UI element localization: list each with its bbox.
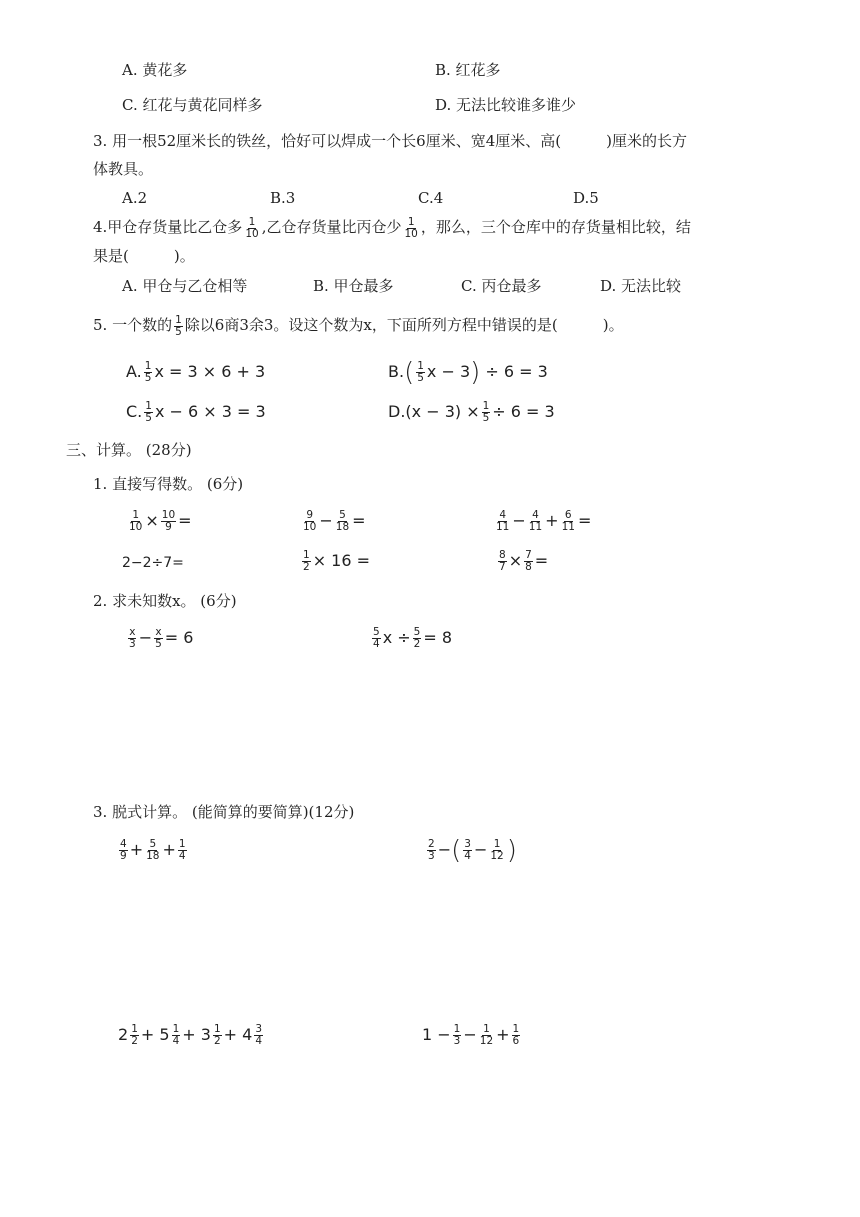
q2-option-b: B. 红花多 [435, 61, 501, 79]
mental-calc-4: 2−2÷7= [122, 555, 184, 571]
q4-stem-line2: 果是( )。 [93, 247, 195, 265]
q5-option-a: A. $\frac{1}{5}$ x = 3 × 6 + 3 [126, 360, 266, 384]
q2-option-d: D. 无法比较谁多谁少 [435, 96, 577, 114]
q5-fraction: $\frac{1}{5}$ [175, 313, 182, 338]
mental-calc-6: $\frac{8}{7}$ × $\frac{7}{8}$ = [499, 549, 549, 573]
mental-calc-3: $\frac{4}{11}$ − $\frac{4}{11}$ + $\frac{6}{11}$ = [496, 509, 592, 533]
q3-option-c: C.4 [418, 189, 444, 207]
mental-calc-1: $\frac{1}{10}$ × $\frac{10}{9}$ = [129, 509, 192, 533]
q4-option-a: A. 甲仓与乙仓相等 [122, 277, 248, 295]
q3-option-a: A.2 [122, 189, 148, 207]
section3-sub1-title: 1. 直接写得数。 (6分) [93, 475, 244, 493]
q3-option-b: B.3 [270, 189, 296, 207]
q3-stem-line1: 3. 用一根52厘米长的铁丝，恰好可以焊成一个长6厘米、宽4厘米、高( )厘米的长方 [93, 132, 687, 150]
q5-option-c: C. $\frac{1}{5}$ x − 6 × 3 = 3 [126, 400, 266, 424]
q4-fraction-1: $\frac{1}{10}$ [245, 215, 259, 240]
q4-stem-line1 [93, 215, 691, 240]
q4-option-d: D. 无法比较 [600, 277, 682, 295]
mental-calc-5: $\frac{1}{2}$ × 16 = [303, 549, 371, 573]
q2-option-a: A. 黄花多 [122, 61, 188, 79]
step-calc-2: $\frac{2}{3}$ −( $\frac{3}{4}$ − $\frac{1}{12}$ ) [428, 835, 517, 866]
q4-text-part3: ，那么，三个仓库中的存货量相比较，结 [420, 218, 691, 236]
section3-title: 三、计算。 (28分) [66, 441, 192, 459]
q4-option-b: B. 甲仓最多 [313, 277, 394, 295]
q5-text-part2: 除以6商3余3。设这个数为x，下面所列方程中错误的是( )。 [184, 316, 624, 334]
q4-option-c: C. 丙仓最多 [461, 277, 542, 295]
q5-option-b: B.( $\frac{1}{5}$ x − 3) ÷ 6 = 3 [388, 357, 548, 388]
q5-option-d: D.(x − 3) × $\frac{1}{5}$ ÷ 6 = 3 [388, 400, 555, 424]
step-calc-1: $\frac{4}{9}$ + $\frac{5}{18}$ + $\frac{1}{4}$ [120, 838, 186, 862]
equation-2: $\frac{5}{4}$ x ÷ $\frac{5}{2}$ = 8 [373, 626, 453, 650]
q5-text-part1: 5. 一个数的 [93, 316, 173, 334]
q2-option-c: C. 红花与黄花同样多 [122, 96, 263, 114]
q4-text-part2: ,乙仓存货量比丙仓少 [261, 218, 402, 236]
q4-fraction-2: $\frac{1}{10}$ [404, 215, 418, 240]
equation-1: $\frac{x}{3}$ − $\frac{x}{5}$ = 6 [129, 626, 194, 650]
q3-option-d: D.5 [573, 189, 599, 207]
section3-sub3-title: 3. 脱式计算。 (能简算的要简算)(12分) [93, 803, 355, 821]
step-calc-4: 1 − $\frac{1}{3}$ − $\frac{1}{12}$ + $\frac{1}{6}$ [422, 1023, 520, 1047]
section3-sub2-title: 2. 求未知数x。 (6分) [93, 592, 237, 610]
q5-stem [93, 313, 624, 338]
q3-stem-line2: 体教具。 [93, 160, 154, 178]
step-calc-3: 2 $\frac{1}{2}$ + 5 $\frac{1}{4}$ + 3 $\frac{1}{2}$ + 4 $\frac{3}{4}$ [118, 1023, 262, 1047]
q4-text-part1: 4.甲仓存货量比乙仓多 [93, 218, 243, 236]
mental-calc-2: $\frac{9}{10}$ − $\frac{5}{18}$ = [303, 509, 366, 533]
